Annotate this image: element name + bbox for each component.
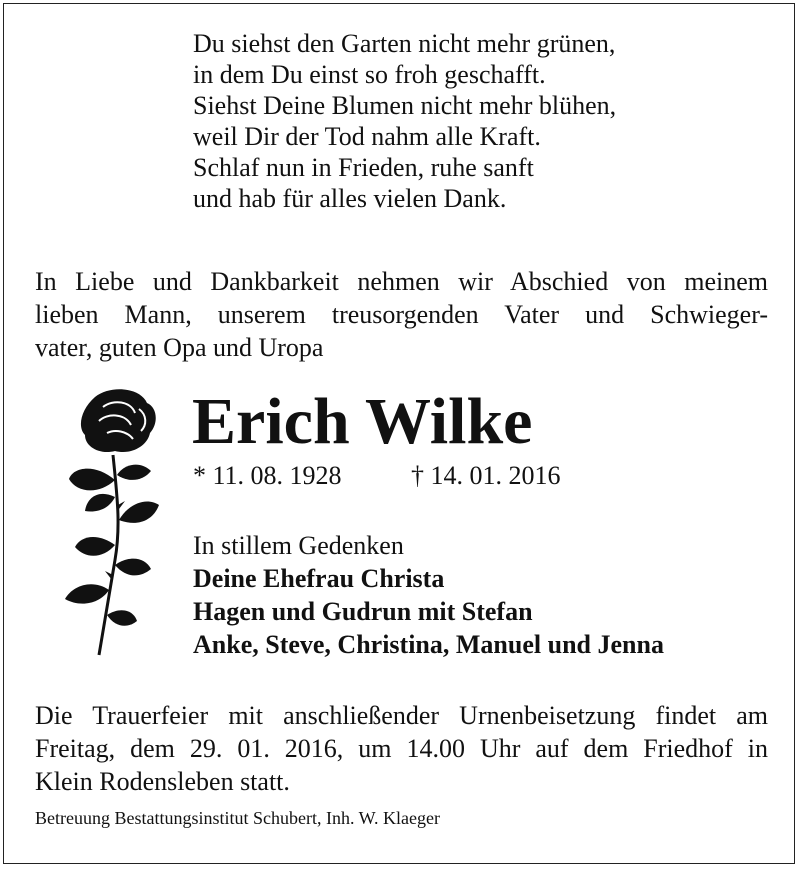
- deceased-name: Erich Wilke: [192, 385, 533, 458]
- birth-date: * 11. 08. 1928: [193, 461, 342, 490]
- service-line: Klein Rodensleben statt.: [35, 767, 290, 796]
- intro-text: [35, 265, 768, 364]
- mourner-name: Deine Ehefrau Christa: [193, 564, 445, 593]
- poem-line: Schlaf nun in Frieden, ruhe sanft: [193, 153, 534, 182]
- mourners: [193, 529, 664, 661]
- funeral-home-note: Betreuung Bestattungsinstitut Schubert, Inh. W. Klaeger: [35, 808, 440, 828]
- intro-line: lieben Mann, unserem treusorgenden Vater und Schwieger-: [35, 300, 768, 329]
- service-line: Die Trauerfeier mit anschließender Urnenbeisetzung findet am: [35, 701, 768, 730]
- poem-line: weil Dir der Tod nahm alle Kraft.: [193, 122, 541, 151]
- poem-line: Siehst Deine Blumen nicht mehr blühen,: [193, 91, 617, 120]
- death-date: † 14. 01. 2016: [411, 461, 561, 490]
- poem-line: in dem Du einst so froh geschafft.: [193, 60, 546, 89]
- mourners-heading: In stillem Gedenken: [193, 531, 404, 560]
- service-notice: [35, 699, 768, 798]
- intro-line: vater, guten Opa und Uropa: [35, 333, 324, 362]
- poem: [193, 28, 616, 214]
- intro-line: In Liebe und Dankbarkeit nehmen wir Abschied von meinem: [35, 267, 768, 296]
- mourner-name: Anke, Steve, Christina, Manuel und Jenna: [193, 630, 664, 659]
- service-line: Freitag, dem 29. 01. 2016, um 14.00 Uhr auf dem Friedhof in: [35, 734, 768, 763]
- rose-icon: [55, 385, 165, 665]
- poem-line: Du siehst den Garten nicht mehr grünen,: [193, 29, 616, 58]
- poem-line: und hab für alles vielen Dank.: [193, 184, 507, 213]
- mourner-name: Hagen und Gudrun mit Stefan: [193, 597, 533, 626]
- life-dates: [193, 460, 561, 492]
